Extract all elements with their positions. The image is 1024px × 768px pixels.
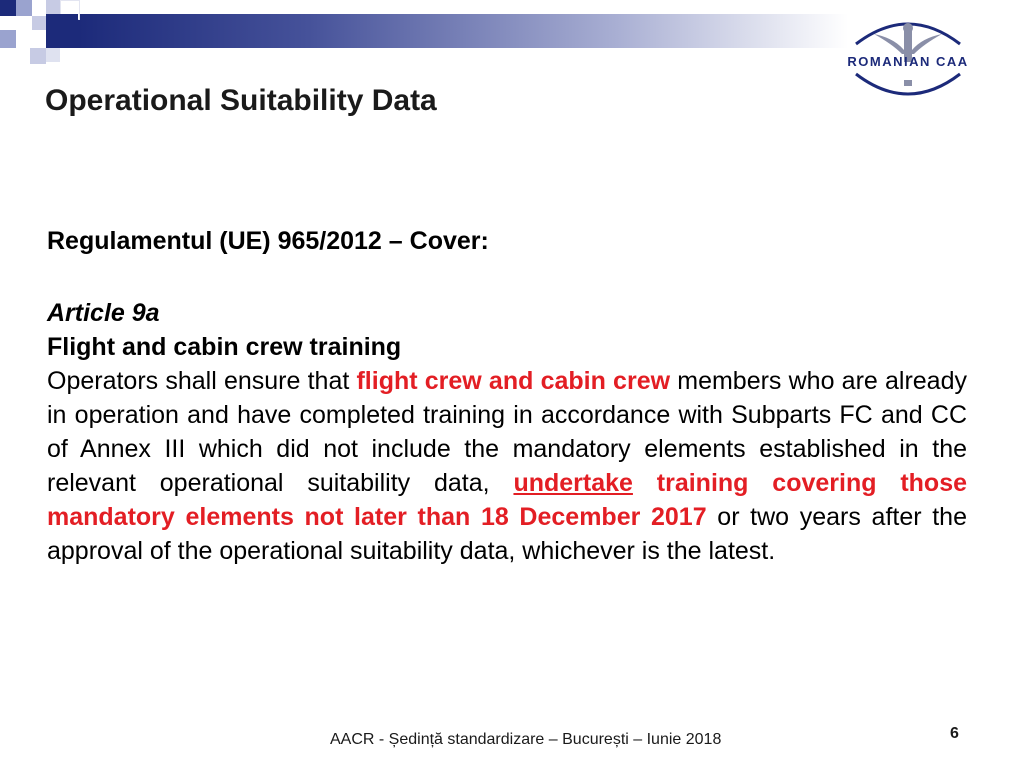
page-number: 6	[950, 725, 959, 742]
body-text-part: or two years after the approval of the operational suitability data, whichever is the latest.	[47, 503, 967, 565]
decor-square	[0, 30, 16, 48]
decor-square	[0, 0, 16, 16]
article-body	[47, 364, 967, 568]
header-gradient-bar	[78, 14, 848, 48]
slide-content	[47, 224, 967, 568]
regulation-heading: Regulamentul (UE) 965/2012 – Cover:	[47, 227, 489, 255]
article-number: Article 9a	[47, 299, 160, 327]
decor-square	[30, 48, 46, 64]
decor-square	[32, 16, 46, 30]
body-text-part: Operators shall ensure that	[47, 367, 357, 395]
footer-text: AACR - Ședință standardizare – București – Iunie 2018	[330, 731, 722, 748]
decor-square	[46, 14, 78, 48]
highlight-undertake: undertake	[513, 469, 633, 497]
romanian-caa-logo	[838, 10, 978, 100]
decor-square	[16, 16, 32, 30]
decor-square	[46, 0, 60, 14]
decor-square	[16, 0, 32, 16]
article-title: Flight and cabin crew training	[47, 333, 402, 361]
page-title: Operational Suitability Data	[45, 84, 437, 117]
decor-square	[46, 48, 60, 62]
highlight-deadline: training covering those mandatory elements not later than 18 December 2017	[47, 469, 968, 531]
highlight-crew: flight crew and cabin crew	[356, 367, 671, 395]
logo-text: ROMANIAN CAA	[847, 54, 969, 69]
body-text-part: members who are already in operation and have completed training in accordance with Subparts FC and CC of Annex III which did not include the mandatory elements established in the relevant operational suitability data,	[47, 367, 967, 497]
